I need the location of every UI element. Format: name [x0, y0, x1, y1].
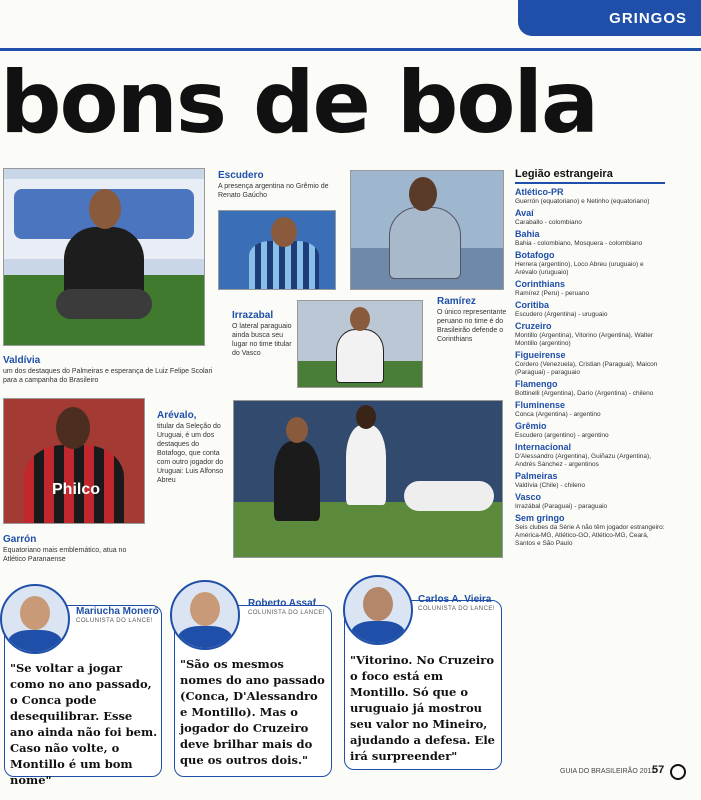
- caption-escudero: [218, 170, 338, 200]
- caption-escudero-text: A presença argentina no Grêmio de Renato Gaúcho: [218, 183, 329, 199]
- caption-garron-text: Equatoriano mais emblemático, atua no Atlético Paranaense: [3, 547, 127, 563]
- footer-publication: GUIA DO BRASILEIRÃO 2011: [560, 768, 655, 775]
- columnist-1-name: Mariucha Moneró: [76, 606, 159, 617]
- club-name: Bahia: [515, 229, 540, 239]
- sidebar-club: [515, 279, 665, 298]
- photo-match-action: [233, 400, 503, 558]
- caption-valdivia-text: um dos destaques do Palmeiras e esperança de Luiz Felipe Scolari para a campanha do Brasileiro: [3, 368, 213, 384]
- sidebar-club: [515, 350, 665, 377]
- columnist-1-avatar: [0, 584, 70, 654]
- club-name: Cruzeiro: [515, 321, 552, 331]
- club-name: Coritiba: [515, 300, 550, 310]
- caption-escudero-title: Escudero: [218, 170, 264, 181]
- club-players: Seis clubes da Série A não têm jogador estrangeiro: América-MG, Atlético-GO, Atlético-MG, Ceará, Santos e São Paulo: [515, 524, 665, 547]
- sidebar-club: [515, 471, 665, 490]
- caption-ramirez-title: Ramírez: [437, 296, 476, 307]
- caption-ramirez-text: O único representante peruano no time é do Brasileirão defende o Corinthians: [437, 309, 507, 343]
- club-players: Conca (Argentina) - argentino: [515, 411, 601, 418]
- club-name: Atlético-PR: [515, 187, 564, 197]
- page-headline: bons de bola: [0, 53, 597, 153]
- section-tag-label: GRINGOS: [609, 9, 687, 27]
- club-name: Fluminense: [515, 400, 566, 410]
- jersey-crest: Philco: [52, 481, 101, 498]
- sidebar-club: [515, 379, 665, 398]
- columnist-2-header: [248, 598, 332, 616]
- caption-arevalo: [157, 410, 229, 485]
- club-players: D'Alessandro (Argentina), Guiñazu (Argentina), Andrés Sánchez - argentinos: [515, 453, 652, 468]
- columnist-2-avatar: [170, 580, 240, 650]
- caption-arevalo-title: Arévalo,: [157, 410, 197, 421]
- columnist-2-role: COLUNISTA DO LANCE!: [248, 610, 326, 616]
- sidebar-club: [515, 250, 665, 277]
- sidebar-club: [515, 442, 665, 469]
- columnist-2-quote: "São os mesmos nomes do ano passado (Conca, D'Alessandro e Montillo). Mas o jogador do Cruzeiro deve brilhar mais do que os outros dois.": [180, 657, 325, 767]
- photo-escudero: [218, 210, 336, 290]
- photo-irrazabal: [297, 300, 423, 388]
- club-players: Bahia - colombiano, Mosquera - colombiano: [515, 240, 643, 247]
- columnist-3-avatar: [343, 575, 413, 645]
- columnist-1-quote: "Se voltar a jogar como no ano passado, o Conca pode desequilibrar. Esse ano ainda não foi bem. Caso não volte, o Montillo é um bom nome": [10, 661, 158, 787]
- columnist-2-name: Roberto Assaf: [248, 598, 316, 609]
- club-players: Bottinelli (Argentina), Darío (Argentina) - chileno: [515, 390, 654, 397]
- sidebar-club: [515, 321, 665, 348]
- caption-irrazabal-title: Irrazabal: [232, 310, 274, 321]
- columnist-1-role: COLUNISTA DO LANCE!: [76, 618, 154, 624]
- club-name: Flamengo: [515, 379, 558, 389]
- columnist-3-quote: "Vitorino. No Cruzeiro o foco está em Montillo. Só que o uruguaio já mostrou seu valor no Mineiro, ajudando a defesa. Ele irá surpreender": [350, 653, 496, 763]
- club-name: Grêmio: [515, 421, 547, 431]
- caption-irrazabal: [232, 310, 296, 358]
- club-name: Avaí: [515, 208, 534, 218]
- columnist-1-header: [76, 606, 160, 624]
- club-name: Internacional: [515, 442, 572, 452]
- columnist-3-role: COLUNISTA DO LANCE!: [418, 606, 496, 612]
- sidebar-club: [515, 421, 665, 440]
- photo-player-top-right: [350, 170, 504, 290]
- caption-garron-title: Garrón: [3, 534, 37, 545]
- club-players: Escudero (Argentina) - uruguaio: [515, 311, 608, 318]
- club-players: Escudero (argentino) - argentino: [515, 432, 609, 439]
- photo-garron: [3, 398, 145, 524]
- section-tag: [518, 0, 701, 36]
- columnist-3-header: [418, 594, 502, 612]
- club-players: Herrera (argentino), Loco Abreu (uruguaio) e Arévalo (uruguaio): [515, 261, 644, 276]
- caption-irrazabal-text: O lateral paraguaio ainda busca seu lugar no time titular do Vasco: [232, 323, 292, 357]
- sidebar-club: [515, 400, 665, 419]
- sidebar-club: [515, 187, 665, 206]
- sidebar-club: [515, 208, 665, 227]
- columnist-3-name: Carlos A. Vieira: [418, 594, 492, 605]
- sidebar-title: Legião estrangeira: [515, 168, 665, 184]
- club-players: Irrazábal (Paraguai) - paraguaio: [515, 503, 608, 510]
- club-name: Palmeiras: [515, 471, 558, 481]
- caption-garron: [3, 534, 143, 564]
- sidebar-club: [515, 229, 665, 248]
- club-name: Sem gringo: [515, 513, 565, 523]
- club-name: Botafogo: [515, 250, 555, 260]
- footer-page-number: 57: [652, 764, 665, 776]
- caption-valdivia: [3, 355, 228, 385]
- lance-logo-icon: [670, 764, 686, 780]
- sidebar-club: [515, 513, 665, 548]
- caption-ramirez: [437, 296, 507, 344]
- club-players: Guerrón (equatoriano) e Netinho (equatoriano): [515, 198, 650, 205]
- sidebar-foreign-legion: [515, 168, 665, 548]
- caption-valdivia-title: Valdívia: [3, 355, 41, 366]
- photo-valdivia: [3, 168, 205, 346]
- club-name: Figueirense: [515, 350, 566, 360]
- club-players: Montillo (Argentina), Vitorino (Argentina), Walter Montillo (argentino): [515, 332, 654, 347]
- club-players: Cordero (Venezuela), Cristian (Paraguai), Maicon (Paraguai) - paraguaio: [515, 361, 658, 376]
- caption-arevalo-text: titular da Seleção do Uruguai, é um dos destaques do Botafogo, que conta com outro jogador do Uruguai: Luis Alfonso Abreu: [157, 423, 224, 484]
- club-name: Corinthians: [515, 279, 566, 289]
- sidebar-club: [515, 300, 665, 319]
- sidebar-club: [515, 492, 665, 511]
- club-name: Vasco: [515, 492, 542, 502]
- club-players: Valdívia (Chile) - chileno: [515, 482, 585, 489]
- club-players: Caraballo - colombiano: [515, 219, 582, 226]
- club-players: Ramírez (Peru) - peruano: [515, 290, 590, 297]
